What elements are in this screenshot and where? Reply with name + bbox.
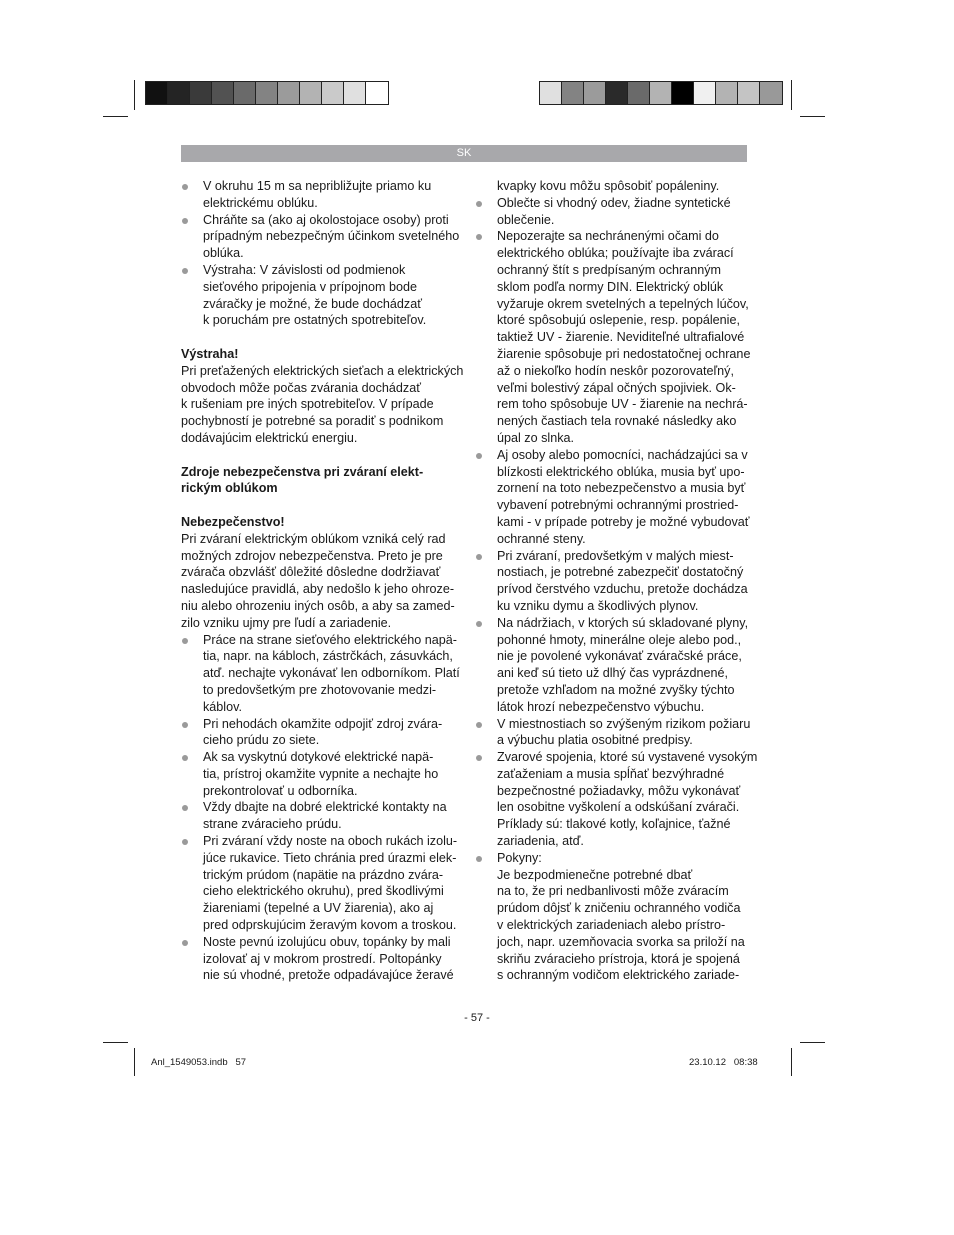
text-line: elektrickému oblúku. xyxy=(203,195,318,210)
text-line: rem toho spôsobuje UV - žiarenie na nechrá- xyxy=(497,397,748,412)
color-swatch xyxy=(146,82,168,104)
bullet-item xyxy=(181,262,455,329)
text-line: oblečenie. xyxy=(497,212,555,227)
bullet-item xyxy=(475,228,749,446)
text-line: pretože vzhľadom na možné zvyšky týchto xyxy=(497,682,735,697)
text-line: Príklady sú: tlakové kotly, koľajnice, ťažné xyxy=(497,817,731,832)
crop-mark-top-right-v xyxy=(791,80,792,110)
text-line: ochranný štít s predpísaným ochranným xyxy=(497,262,721,277)
text-line: veľmi bolestivý zápal očných spojiviek. Ok- xyxy=(497,380,736,395)
text-line: Pokyny: xyxy=(497,850,542,865)
text-line: Pri zváraní vždy noste na oboch rukách izolu- xyxy=(203,834,458,849)
color-swatch xyxy=(278,82,300,104)
text-line: a výbuchu platia osobitné predpisy. xyxy=(497,733,693,748)
color-swatch xyxy=(672,82,694,104)
text-line: prívod čerstvého vzduchu, pretože dochádza xyxy=(497,582,748,597)
bullet-item xyxy=(181,716,455,750)
bullet-item xyxy=(181,178,455,212)
text-line: nie je povolené vykonávať zváračské práce, xyxy=(497,649,742,664)
page-number: - 57 - xyxy=(464,1012,490,1024)
color-swatch xyxy=(344,82,366,104)
color-swatch xyxy=(694,82,716,104)
text-line: Noste pevnú izolujúcu obuv, topánky by mali xyxy=(203,934,451,949)
language-header-bar xyxy=(181,145,747,162)
right-column xyxy=(475,178,758,984)
color-swatch xyxy=(540,82,562,104)
text-line: sieťového pripojenia v prípojnom bode xyxy=(203,279,418,294)
text-line: prípadným nebezpečným účinkom svetelného xyxy=(203,229,460,244)
text-line: k poruchám pre ostatných spotrebiteľov. xyxy=(203,313,427,328)
text-line: elektrického oblúka; používajte iba zvárací xyxy=(497,246,734,261)
text-line: izolovať aj v mokrom prostredí. Poltopánky xyxy=(203,951,442,966)
color-swatch xyxy=(562,82,584,104)
bullet-item xyxy=(475,749,758,850)
crop-mark-top-left-v xyxy=(134,80,135,110)
text-line: prekontrolovať u odborníka. xyxy=(203,783,358,798)
text-line: nostiach, je potrebné zabezpečiť dostatočný xyxy=(497,565,744,580)
text-line: Pri nehodách okamžite odpojiť zdroj zvára- xyxy=(203,716,443,731)
text-line: dodávajúcim elektrickú energiu. xyxy=(181,430,358,445)
text-line: zornení na toto nebezpečenstvo a musia byť xyxy=(497,481,746,496)
text-line: pochybností je potrebné sa poradiť s podnikom xyxy=(181,414,444,429)
bullet-item xyxy=(181,632,460,716)
left-column xyxy=(181,178,464,984)
text-line: kvapky kovu môžu spôsobiť popáleniny. xyxy=(497,179,720,193)
bullet-item xyxy=(181,934,455,984)
warning-paragraph xyxy=(181,363,464,447)
text-line: vybavení potrebnými ochrannými prostried- xyxy=(497,498,739,513)
text-line: prúdom dôjsť k zničeniu ochranného vodiča xyxy=(497,901,741,916)
text-line: oblúka. xyxy=(203,246,244,261)
text-line: Na nádržiach, v ktorých sú skladované plyny, xyxy=(497,615,749,630)
text-line: V miestnostiach so zvýšeným rizikom požiaru xyxy=(497,716,751,731)
bullet-item xyxy=(475,548,749,615)
crop-mark-bottom-right-v xyxy=(791,1048,792,1076)
text-line: Nepozerajte sa nechránenými očami do xyxy=(497,229,719,244)
danger-paragraph xyxy=(181,531,455,632)
text-line: úpal zo slnka. xyxy=(497,430,575,445)
bullet-item xyxy=(475,850,749,984)
text-line: zvárača obzvlášť dôležité dôsledne dodržiavať xyxy=(181,565,441,580)
color-swatch xyxy=(212,82,234,104)
text-line: V okruhu 15 m sa nepribližujte priamo ku xyxy=(203,179,432,193)
text-line: Zvarové spojenia, ktoré sú vystavené vysokým xyxy=(497,750,758,765)
text-line: atď. nechajte vykonávať len odborníkom. Platí xyxy=(203,666,460,681)
text-line: v elektrických zariadeniach alebo prístro- xyxy=(497,918,726,933)
text-line: joch, napr. uzemňovacia svorka sa priloží na xyxy=(497,934,745,949)
color-swatch xyxy=(234,82,256,104)
crop-mark-top-right-h xyxy=(800,116,825,117)
text-line: zaťaženiam a musia spĺňať bezvýhradné xyxy=(497,766,725,781)
color-swatch xyxy=(628,82,650,104)
text-line: to predovšetkým pre zhotovovanie medzi- xyxy=(203,682,437,697)
text-line: k rušeniam pre iných spotrebiteľov. V prípade xyxy=(181,397,434,412)
text-line: júce rukavice. Tieto chránia pred úrazmi elek- xyxy=(203,850,457,865)
text-line: niu alebo ohrozeniu iných osôb, a aby sa zamed- xyxy=(181,598,455,613)
text-line: kami - v prípade potreby je možné vybudovať xyxy=(497,514,750,529)
text-line: len osobitne vyškolení a odskúšaní zvárači. xyxy=(497,800,740,815)
color-swatch xyxy=(760,82,782,104)
text-line: zváračky je možné, že bude dochádzať xyxy=(203,296,422,311)
text-line: látok hrozí nebezpečenstvo výbuchu. xyxy=(497,699,705,714)
bullet-item xyxy=(181,799,455,833)
text-line: trickým prúdom (napätie na prázdno zvára- xyxy=(203,867,444,882)
text-line: Zdroje nebezpečenstva pri zváraní elekt- xyxy=(181,464,424,479)
text-line: blízkosti elektrického oblúka, musia byť upo- xyxy=(497,464,745,479)
text-line: cieho elektrického okruhu), pred škodlivými xyxy=(203,884,444,899)
right-bullet-list xyxy=(475,195,758,984)
bullet-item xyxy=(475,615,749,716)
crop-mark-bottom-left-v xyxy=(134,1048,135,1076)
text-line: Pri zváraní, predovšetkým v malých miest- xyxy=(497,548,734,563)
text-line: taktiež UV - žiarenie. Neviditeľné ultrafialové xyxy=(497,330,745,345)
hazard-sources-heading xyxy=(181,464,455,498)
text-line: pred odprskujúcim žeravým kovom a troskou. xyxy=(203,918,457,933)
left-bullet-list-1 xyxy=(181,178,460,329)
text-line: až o niekoľko hodín neskôr pozorovateľný, xyxy=(497,363,734,378)
text-line: ktoré spôsobujú oslepenie, resp. popálenie, xyxy=(497,313,740,328)
color-swatch xyxy=(300,82,322,104)
bullet-item xyxy=(181,212,460,262)
text-line: Ak sa vyskytnú dotykové elektrické napä- xyxy=(203,750,434,765)
text-line: zariadenia, atď. xyxy=(497,834,584,849)
color-swatch xyxy=(168,82,190,104)
text-line: vyžaruje okrem svetelných a tepelných lúčov, xyxy=(497,296,749,311)
color-swatch xyxy=(256,82,278,104)
text-line: Chráňte sa (ako aj okolostojace osoby) proti xyxy=(203,212,449,227)
print-file-info: Anl_1549053.indb 57 xyxy=(151,1057,247,1068)
color-calibration-bar-left xyxy=(145,81,389,105)
text-line: pohonné hmoty, minerálne oleje alebo pod., xyxy=(497,632,742,647)
continued-text xyxy=(475,178,749,195)
color-swatch xyxy=(322,82,344,104)
text-line: strane zváracieho prúdu. xyxy=(203,817,342,832)
text-line: Je bezpodmienečne potrebné dbať xyxy=(497,867,693,882)
bullet-item xyxy=(181,833,458,934)
color-swatch xyxy=(366,82,388,104)
text-line: na to, že pri nedbanlivosti môže zváracím xyxy=(497,884,729,899)
text-line: rickým oblúkom xyxy=(181,481,278,496)
text-line: nasledujúce pravidlá, aby nedošlo k jeho ohroze- xyxy=(181,582,455,597)
color-swatch xyxy=(190,82,212,104)
text-line: káblov. xyxy=(203,699,242,714)
left-bullet-list-2 xyxy=(181,632,460,985)
text-line: nených častiach tela rovnaké následky ako xyxy=(497,414,737,429)
crop-mark-bottom-right-h xyxy=(800,1042,825,1043)
text-line: Pri zváraní elektrickým oblúkom vzniká celý rad xyxy=(181,531,446,546)
bullet-item xyxy=(181,749,455,799)
text-line: možných zdrojov nebezpečenstva. Preto je pre xyxy=(181,548,443,563)
crop-mark-top-left-h xyxy=(103,116,128,117)
text-line: Vždy dbajte na dobré elektrické kontakty na xyxy=(203,800,447,815)
text-line: s ochranným vodičom elektrického zariade- xyxy=(497,968,740,983)
text-line: Výstraha: V závislosti od podmienok xyxy=(203,262,406,277)
text-line: žiareniami (tepelné a UV žiarenia), ako aj xyxy=(203,901,434,916)
text-line: žiarenie spôsobuje pri nedostatočnej ochrane xyxy=(497,346,751,361)
bullet-item xyxy=(475,716,749,750)
color-calibration-bar-right xyxy=(539,81,783,105)
text-line: sklom podľa normy DIN. Elektrický oblúk xyxy=(497,279,724,294)
text-line: ochranné steny. xyxy=(497,531,586,546)
color-swatch xyxy=(650,82,672,104)
text-line: tia, napr. na kábloch, zástrčkách, zásuvkách, xyxy=(203,649,453,664)
text-line: bezpečnostné požiadavky, môžu vykonávať xyxy=(497,783,741,798)
text-line: Pri preťažených elektrických sieťach a elektrických xyxy=(181,363,464,378)
bullet-item xyxy=(475,447,749,548)
warning-heading: Výstraha! xyxy=(181,346,239,361)
color-swatch xyxy=(738,82,760,104)
print-date-info: 23.10.12 08:38 xyxy=(689,1057,758,1068)
text-line: ani keď sú tieto už dlhý čas vyprázdnené, xyxy=(497,666,729,681)
text-line: obvodoch môže počas zvárania dochádzať xyxy=(181,380,421,395)
danger-heading: Nebezpečenstvo! xyxy=(181,514,285,529)
text-line: tia, prístroj okamžite vypnite a nechajte ho xyxy=(203,766,439,781)
text-line: zilo vzniku ujmy pre ľudí a zariadenie. xyxy=(181,615,392,630)
color-swatch xyxy=(716,82,738,104)
text-line: Aj osoby alebo pomocníci, nachádzajúci sa v xyxy=(497,447,748,462)
text-line: skriňu zváracieho prístroja, ktorá je spojená xyxy=(497,951,740,966)
text-line: Práce na strane sieťového elektrického napä- xyxy=(203,632,457,647)
crop-mark-bottom-left-h xyxy=(103,1042,128,1043)
bullet-item xyxy=(475,195,749,229)
color-swatch xyxy=(606,82,628,104)
text-line: Oblečte si vhodný odev, žiadne syntetické xyxy=(497,195,731,210)
text-line: cieho prúdu zo siete. xyxy=(203,733,320,748)
text-line: nie sú vhodné, pretože odpadávajúce žeravé xyxy=(203,968,454,983)
language-code: SK xyxy=(456,147,472,159)
color-swatch xyxy=(584,82,606,104)
text-line: ku vzniku dymu a škodlivých plynov. xyxy=(497,598,699,613)
